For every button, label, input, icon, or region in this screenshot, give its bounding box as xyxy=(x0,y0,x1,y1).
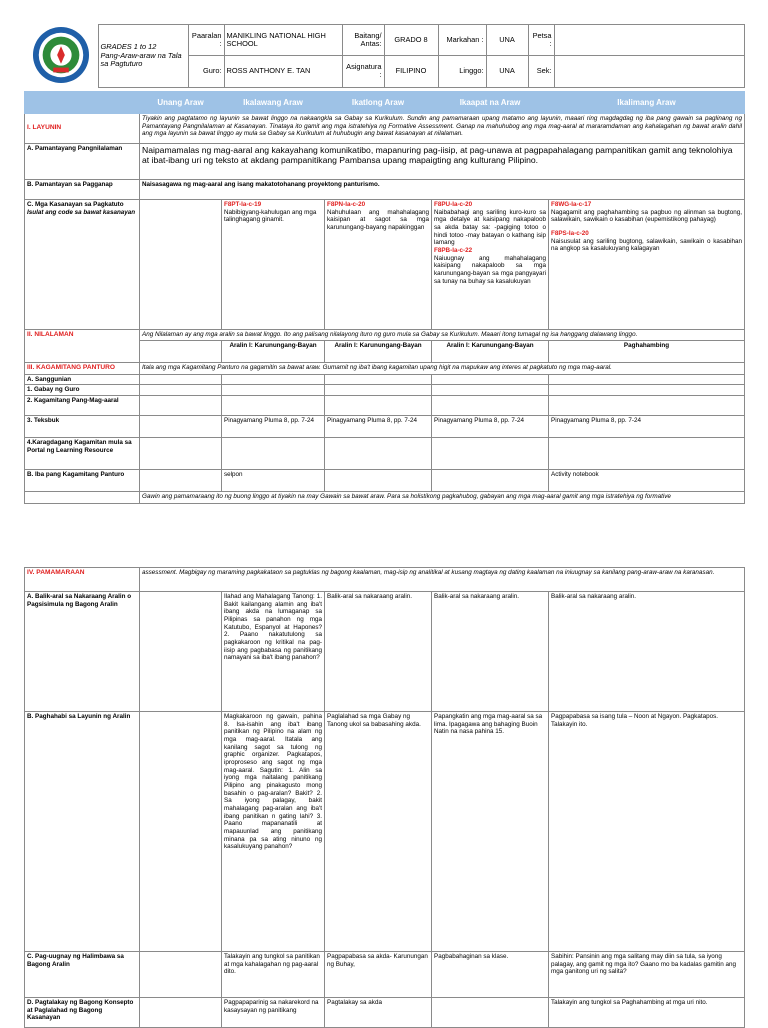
pamantayan-sa-pagganap-text: Naisasagawa ng mag-aaral ang isang makatotohanang proyektong panturismo. xyxy=(140,180,745,200)
pamamaraan-text: assessment. Magbigay ng maraming pagkakataon sa pagtuklas ng bagong kaalaman, mag-isip ng analitikal at kusang magtaya ng dating kaalaman na iniuugnay sa kanilang pang-araw-araw na karanasan. xyxy=(140,568,745,592)
pamantayang-pangnilalaman-text: Naipamamalas ng mag-aaral ang kakayahang komunikatibo, mapanuring pag-iisip, at pag-unawa at pagpapahalagang pampanitikan gamit ang teknolohiya at ibat-ibang uri ng teksto at akdang pampanitikang Pambansa upang mapaigting ang kulturang Pilipino. xyxy=(140,144,745,180)
kasanayan-label: C. Mga Kasanayan sa Pagkatuto xyxy=(27,201,124,208)
paghahabi-day5: Pagpapabasa sa isang tula – Noon at Ngayon. Pagkatapos. Talakayin ito. xyxy=(549,712,745,952)
day-header-4: Ikaapat na Araw xyxy=(432,92,549,114)
balik-aral-day4: Balik-aral sa nakaraang aralin. xyxy=(432,592,549,712)
layunin-label: I. LAYUNIN xyxy=(25,114,140,144)
kasanayan-day4-code2: F8PB-Ia-c-22 xyxy=(434,247,473,255)
teacher-label: Guro: xyxy=(188,56,224,87)
grades-title: GRADES 1 to 12 xyxy=(100,41,157,51)
gabay-ng-guro-label: 1. Gabay ng Guro xyxy=(25,385,140,396)
teksbuk-day2: Pinagyamang Pluma 8, pp. 7-24 xyxy=(222,416,325,438)
week-value: UNA xyxy=(486,56,528,87)
pagtalakay-day2: Pagpapaparinig sa nakarekord na kasaysayan ng panitikang xyxy=(222,998,325,1028)
kasanayan-day5 xyxy=(549,200,745,330)
kasanayan-day4-text: Naibabahagi ang sariling kuro-kuro sa mga detalye at kaisipang nakapaloob sa akda batay sa: -pagiging totoo o hindi totoo -may batayan o kathang isip lamang xyxy=(434,208,546,247)
kagamitan-label: III. KAGAMITANG PANTURO xyxy=(25,362,140,374)
pag-uugnay-label: C. Pag-uugnay ng Halimbawa sa Bagong Aralin xyxy=(25,952,140,998)
date-value xyxy=(554,25,744,56)
nilalaman-day4: Aralin I: Karunungang-Bayan xyxy=(432,340,549,362)
kasanayan-sublabel: Isulat ang code sa bawat kasanayan xyxy=(27,208,136,216)
grade-label: Baitang/ Antas: xyxy=(342,25,384,56)
day-header-1: Unang Araw xyxy=(140,92,222,114)
balik-aral-day3: Balik-aral sa nakaraang aralin. xyxy=(325,592,432,712)
paghahabi-label: B. Paghahabi sa Layunin ng Aralin xyxy=(25,712,140,952)
kasanayan-day4-text2: Naiuugnay ang mahahalagang kaisipang nakapaloob sa mga karunungang-bayan sa mga pangyayari sa tunay na buhay sa kasalukuyan xyxy=(434,254,546,285)
lesson-table-page2 xyxy=(24,567,745,1028)
kasanayan-label-cell xyxy=(25,200,140,330)
form-title-cell xyxy=(98,25,188,88)
pagtalakay-day5: Talakayin ang tungkol sa Paghahambing at mga uri nito. xyxy=(549,998,745,1028)
sanggunian-label: A. Sanggunian xyxy=(25,374,140,385)
iba-pang-kagamitan-day2: selpon xyxy=(222,470,325,492)
kasanayan-day5-code: F8WG-Ia-c-17 xyxy=(551,201,592,208)
kasanayan-day3 xyxy=(325,200,432,330)
kasanayan-day5-text: Nagagamit ang paghahambing sa pagbuo ng alinman sa bugtong, salawikain, sawikain o kasabihan (eupemistikong pahayag) xyxy=(551,208,742,224)
footer-note: Gawin ang pamamaraang ito ng buong linggo at tiyakin na may Gawain sa bawat araw. Para sa holistikong pagkahubog, gabayan ang mga mag-aaral gamit ang mga istratehiya ng formative xyxy=(140,492,745,504)
section-label: Sek: xyxy=(528,56,554,87)
paghahabi-day4: Papangkatin ang mga mag-aaral sa sa lima. Ipagagawa ang bahaging Buoin Natin na nasa pahina 15. xyxy=(432,712,549,952)
nilalaman-label: II. NILALAMAN xyxy=(25,330,140,363)
teacher-value: ROSS ANTHONY E. TAN xyxy=(224,56,342,87)
pag-uugnay-day2: Talakayin ang tungkol sa panitikan at mga kahalagahan ng pag-aaral dito. xyxy=(222,952,325,998)
pang-mag-aaral-label: 2. Kagamitang Pang-Mag-aaral xyxy=(25,396,140,416)
nilalaman-text: Ang Nilalaman ay ang mga aralin sa bawat linggo. Ito ang palisang nilalayong ituro ng guro mula sa Gabay sa Kurikulum. Maaari itong tumagal ng isa hanggang dalawang linggo. xyxy=(140,330,745,341)
quarter-label: Markahan : xyxy=(438,25,486,56)
layunin-text: Tiyakin ang pagtatamo ng layunin sa bawat linggo na nakaangkla sa Gabay sa Kurikulum. Sundin ang pamamaraan upang matamo ang layunin, maaari ring magdagdag ng iba pang gawain sa paglinang ng Pamantayang Pangnilalaman at Kasanayan. Tinataya ito gamit ang mga istratehiya ng Formative Assessment. Ganap na mahuhubog ang mga mag-aaral at mararamdaman ang kahalagahan ng bawat aralin dahil ang mga layunin sa bawat linggo ay mula sa Gabay sa Kurikulum at huhubugin ang bawat kasanayan at nilalaman. xyxy=(140,114,745,144)
week-label: Linggo: xyxy=(438,56,486,87)
nilalaman-day1 xyxy=(140,340,222,362)
pamamaraan-label: IV. PAMAMARAAN xyxy=(25,568,140,592)
lesson-table-page1 xyxy=(24,91,745,504)
day-header-2: Ikalawang Araw xyxy=(222,92,325,114)
nilalaman-day5: Paghahambing xyxy=(549,340,745,362)
school-seal xyxy=(24,25,98,88)
teksbuk-day3: Pinagyamang Pluma 8, pp. 7-24 xyxy=(325,416,432,438)
section-value xyxy=(554,56,744,87)
form-title: Pang-Araw-araw na Tala sa Pagtuturo xyxy=(100,50,182,69)
pamantayan-sa-pagganap-label: B. Pamantayan sa Pagganap xyxy=(25,180,140,200)
pagtalakay-label: D. Pagtalakay ng Bagong Konsepto at Paglalahad ng Bagong Kasanayan xyxy=(25,998,140,1028)
kasanayan-day2-code: F8PT-Ia-c-19 xyxy=(224,201,262,208)
balik-aral-day2: Ilahad ang Mahalagang Tanong: 1. Bakit kailangang alamin ang iba't ibang akda na lumaganap sa Pilipinas sa panahon ng mga Katutubo, Espanyol at Hapones? 2. Paano nakatutulong sa pagkakaroon ng kritikal na pag-iisip ang pagbabasa ng panitikang namayani sa iba't ibang panahon? xyxy=(222,592,325,712)
kasanayan-day3-text: Nahuhulaan ang mahahalagang kaisipan at sagot sa mga karunungang-bayang napakinggan xyxy=(327,208,429,232)
kasanayan-day2-text: Nabibigyang-kahulugan ang mga talinghagang ginamit. xyxy=(224,208,317,224)
kasanayan-day4-code: F8PU-Ia-c-20 xyxy=(434,201,473,208)
school-value: MANIKLING NATIONAL HIGH SCHOOL xyxy=(224,25,342,56)
paghahabi-day2: Magkakaroon ng gawain, pahina 8. Isa-isahin ang iba't ibang panitikan ng Pilipino na alam ng mga mag-aaral. Itatala ang kanilang sagot sa tulong ng graphic organizer. Pagkatapos, iproproseso ang sagot ng mga mag-aaral. Sagutin: 1. Alin sa iyong mga naitalang panitikang Pilipino ang pinakagusto mong basahin o pag-aralan? Bakit? 2. Sa iyong palagay, bakit mahalagang pag-aralan ang iba't ibang panitikan n gating lahi? 3. Paano mapananatili at mapauunlad ang panitikang minana pa sa ating ninuno ng kasalukuyang panahon? xyxy=(222,712,325,952)
day-header-3: Ikatlong Araw xyxy=(325,92,432,114)
pagtalakay-day4 xyxy=(432,998,549,1028)
kasanayan-day1 xyxy=(140,200,222,330)
pag-uugnay-day4: Pagbabahaginan sa klase. xyxy=(432,952,549,998)
day-header-5: Ikalimang Araw xyxy=(549,92,745,114)
pag-uugnay-day5: Sabihin: Pansinin ang mga salitang may diin sa tula, sa iyong palagay, ang gamit ng mga ito? Gaano mo ba kadalas gamitin ang mga ganitong uri ng salita? xyxy=(549,952,745,998)
balik-aral-day5: Balik-aral sa nakaraang aralin. xyxy=(549,592,745,712)
kasanayan-day2 xyxy=(222,200,325,330)
day-header-blank xyxy=(25,92,140,114)
nilalaman-day2: Aralin I: Karunungang-Bayan xyxy=(222,340,325,362)
teksbuk-day5: Pinagyamang Pluma 8, pp. 7-24 xyxy=(549,416,745,438)
teksbuk-label: 3. Teksbuk xyxy=(25,416,140,438)
nilalaman-day3: Aralin I: Karunungang-Bayan xyxy=(325,340,432,362)
quarter-value: UNA xyxy=(486,25,528,56)
pagtalakay-day3: Pagtalakay sa akda xyxy=(325,998,432,1028)
paghahabi-day3: Paglalahad sa mga Gabay ng Tanong ukol sa babasahing akda. xyxy=(325,712,432,952)
school-label: Paaralan: xyxy=(188,25,224,56)
grade-value: GRADO 8 xyxy=(384,25,438,56)
iba-pang-kagamitan-day5: Activity notebook xyxy=(549,470,745,492)
subject-label: Asignatura: xyxy=(342,56,384,87)
date-label: Petsa : xyxy=(528,25,554,56)
balik-aral-label: A. Balik-aral sa Nakaraang Aralin o Pagsisimula ng Bagong Aralin xyxy=(25,592,140,712)
pamantayang-pangnilalaman-label: A. Pamantayang Pangnilalaman xyxy=(25,144,140,180)
kasanayan-day5-text2: Naisusulat ang sariling bugtong, salawikain, sawikain o kasabihan na angkop sa kasalukuyang kalagayan xyxy=(551,237,742,253)
footer-blank xyxy=(25,492,140,504)
school-seal-icon xyxy=(32,26,90,84)
header-table xyxy=(24,24,745,88)
kasanayan-day5-code2: F8PS-Ia-c-20 xyxy=(551,230,589,238)
kasanayan-day4 xyxy=(432,200,549,330)
kagamitan-text: Itala ang mga Kagamitang Panturo na gagamitin sa bawat araw. Gumamit ng iba't ibang kagamitan upang higit na mapukaw ang interes at pagkatuto ng mga mag-aaral. xyxy=(140,362,745,374)
subject-value: FILIPINO xyxy=(384,56,438,87)
kasanayan-day3-code: F8PN-Ia-c-20 xyxy=(327,201,366,208)
pag-uugnay-day3: Pagpapabasa sa akda- Karunungan ng Buhay, xyxy=(325,952,432,998)
learning-resource-label: 4.Karagdagang Kagamitan mula sa Portal ng Learning Resource xyxy=(25,438,140,470)
teksbuk-day4: Pinagyamang Pluma 8, pp. 7-24 xyxy=(432,416,549,438)
iba-pang-kagamitan-label: B. Iba pang Kagamitang Panturo xyxy=(25,470,140,492)
